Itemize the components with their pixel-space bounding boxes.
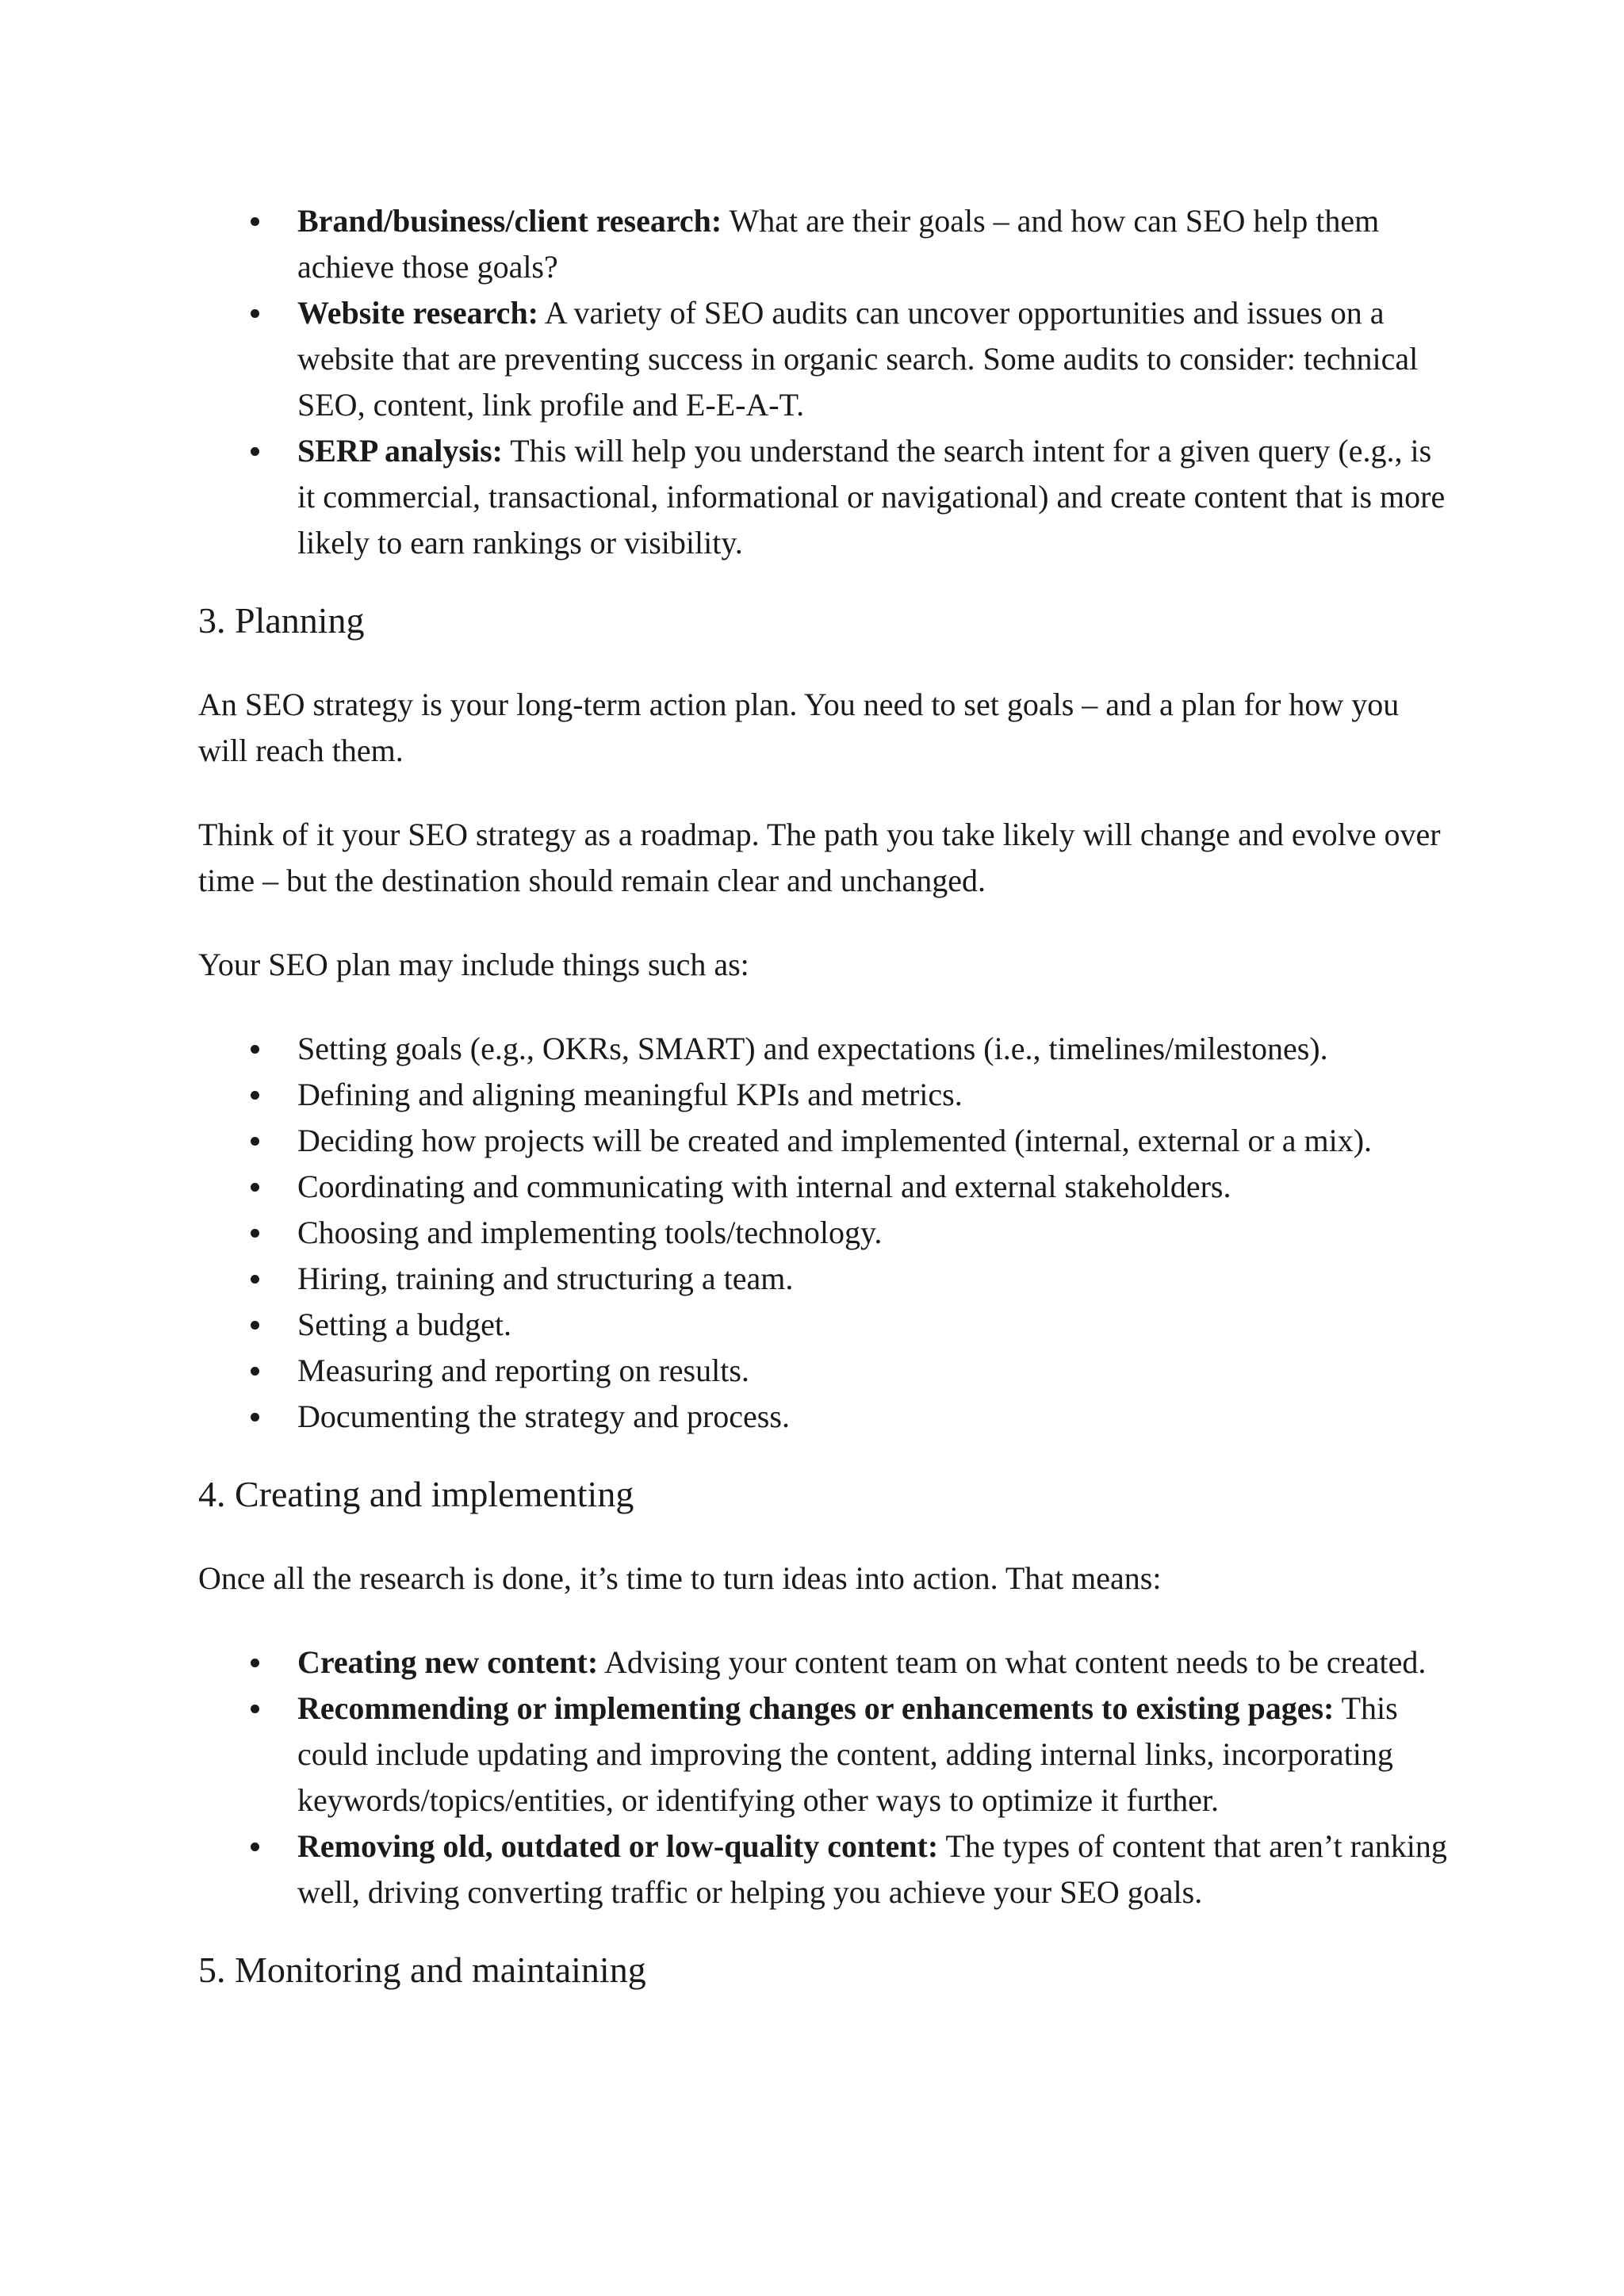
list-item: Deciding how projects will be created and implemented (internal, external or a mix). [198,1118,1451,1164]
list-item [198,198,1451,290]
list-item: Setting a budget. [198,1302,1451,1348]
document-page [198,198,1451,1993]
list-item [198,1823,1451,1915]
list-item: Hiring, training and structuring a team. [198,1256,1451,1302]
planning-paragraph-1: An SEO strategy is your long-term action plan. You need to set goals – and a plan for how you will reach them. [198,687,1400,768]
list-item-term: Website research: [297,295,539,331]
section-heading-creating: 4. Creating and implementing [198,1474,634,1514]
list-item-text: A variety of SEO audits can uncover opportunities and issues on a website that are preventing success in organic search. Some audits to consider: technical SEO, content, link profile and E-E-A-T. [297,295,1419,423]
list-item-text: This could include updating and improving the content, adding internal links, incorporating keywords/topics/entities, or identifying other ways to optimize it further. [297,1690,1398,1818]
list-item-text: This will help you understand the search intent for a given query (e.g., is it commercial, transactional, informational or navigational) and create content that is more likely to earn rankings or visibility. [297,433,1446,561]
planning-list [198,1026,1451,1440]
list-item-term: SERP analysis: [297,433,503,469]
research-list [198,198,1451,566]
list-item: Choosing and implementing tools/technology. [198,1210,1451,1256]
list-item: Documenting the strategy and process. [198,1394,1451,1440]
list-item: Defining and aligning meaningful KPIs and metrics. [198,1072,1451,1118]
list-item [198,428,1451,566]
list-item [198,1640,1451,1686]
list-item-term: Removing old, outdated or low-quality content: [297,1828,939,1864]
planning-paragraph-3: Your SEO plan may include things such as: [198,947,749,982]
list-item-term: Creating new content: [297,1644,599,1680]
section-heading-planning: 3. Planning [198,600,365,641]
list-item: Setting goals (e.g., OKRs, SMART) and expectations (i.e., timelines/milestones). [198,1026,1451,1072]
list-item-text: What are their goals – and how can SEO help them achieve those goals? [297,203,1380,285]
list-item-term: Brand/business/client research: [297,203,722,239]
list-item [198,1686,1451,1823]
list-item-term: Recommending or implementing changes or enhancements to existing pages: [297,1690,1335,1726]
list-item: Coordinating and communicating with internal and external stakeholders. [198,1164,1451,1210]
section-heading-monitoring: 5. Monitoring and maintaining [198,1950,646,1990]
planning-paragraph-2: Think of it your SEO strategy as a roadmap. The path you take likely will change and evolve over time – but the destination should remain clear and unchanged. [198,817,1441,898]
list-item [198,290,1451,428]
list-item: Measuring and reporting on results. [198,1348,1451,1394]
creating-list [198,1640,1451,1915]
list-item-text: Advising your content team on what content needs to be created. [598,1644,1427,1680]
list-item-text: The types of content that aren’t ranking well, driving converting traffic or helping you achieve your SEO goals. [297,1828,1447,1910]
creating-paragraph-1: Once all the research is done, it’s time to turn ideas into action. That means: [198,1560,1162,1596]
